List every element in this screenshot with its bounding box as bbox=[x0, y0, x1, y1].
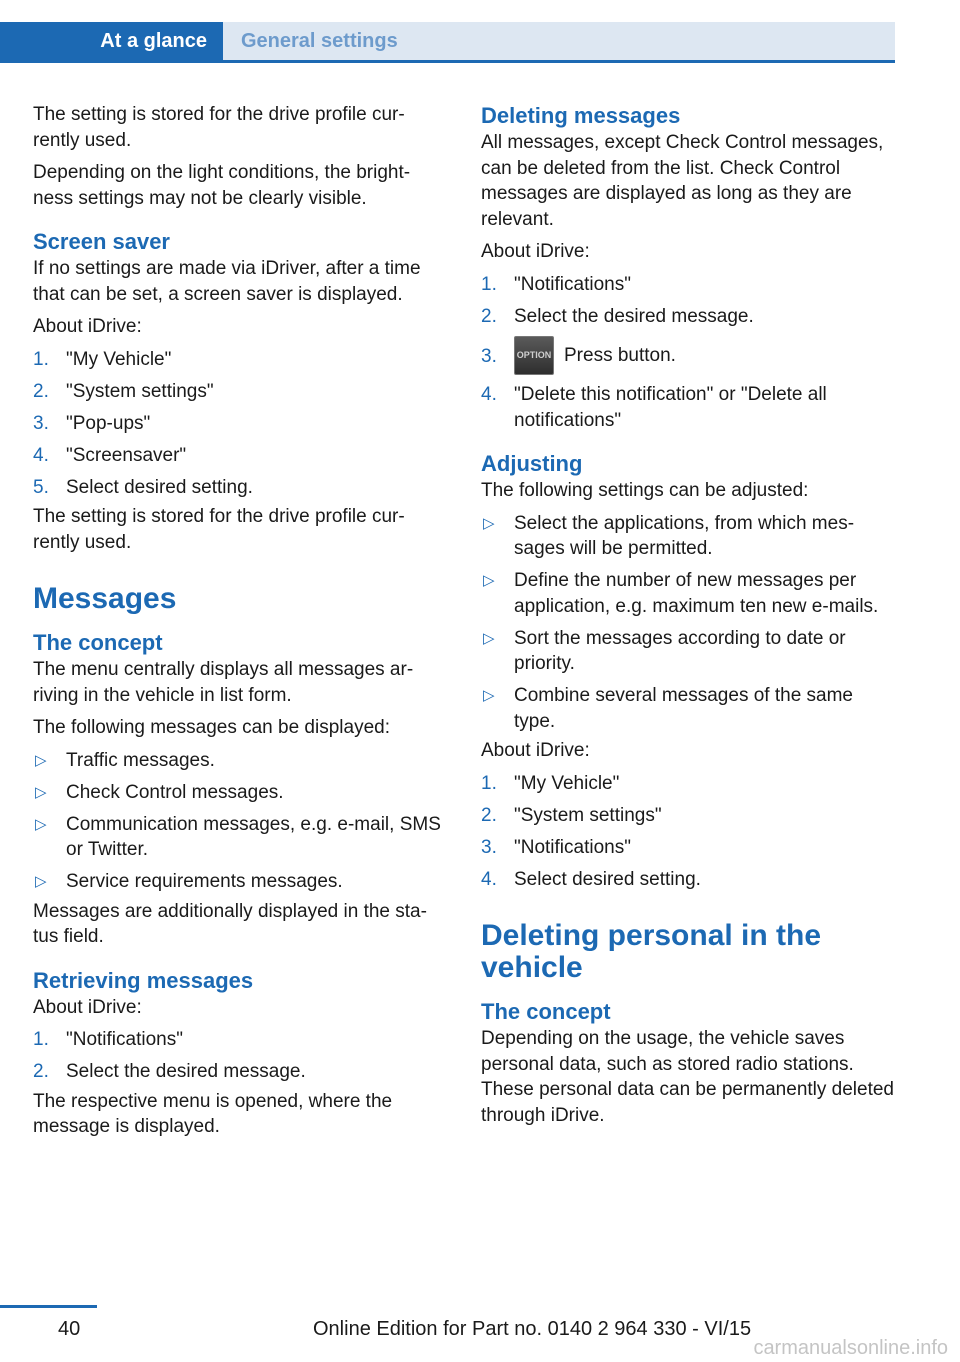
heading-the-concept: The concept bbox=[33, 630, 163, 655]
list-item: ▷ Communication messages, e.g. e-mail, SMS or Twitter. bbox=[35, 813, 441, 860]
list-item: ▷ Define the number of new messages per application, e.g. maximum ten new e-mails. bbox=[483, 570, 879, 617]
heading-deleting-personal: Deleting personal in the vehicle bbox=[481, 919, 822, 984]
page-header bbox=[0, 22, 895, 62]
about-idrive: About iDrive: bbox=[33, 316, 142, 337]
triangle-bullet-icon: ▷ bbox=[483, 629, 495, 647]
heading-screen-saver: Screen saver bbox=[33, 229, 170, 254]
about-idrive: About iDrive: bbox=[481, 740, 590, 761]
list-item: 2. Select the desired message. bbox=[481, 305, 754, 327]
adjusting-list bbox=[481, 511, 896, 735]
triangle-bullet-icon: ▷ bbox=[35, 751, 47, 769]
paragraph: Depending on the usage, the vehicle saves personal data, such as stored radio stations. These personal data can be permanently deleted through iDrive. bbox=[481, 1028, 894, 1126]
triangle-bullet-icon: ▷ bbox=[35, 873, 47, 890]
edition-text: Online Edition for Part no. 0140 2 964 330 - VI/15 bbox=[313, 1318, 752, 1340]
triangle-bullet-icon: ▷ bbox=[35, 815, 47, 833]
page-number: 40 bbox=[58, 1318, 81, 1340]
tab-general-settings[interactable]: General settings bbox=[223, 22, 895, 60]
triangle-bullet-icon: ▷ bbox=[483, 687, 495, 704]
paragraph: The following settings can be adjusted: bbox=[481, 480, 809, 501]
tab-at-a-glance[interactable]: At a glance bbox=[0, 22, 223, 60]
list-item: 3. "Pop-ups" bbox=[33, 412, 151, 434]
message-types-list bbox=[33, 748, 443, 895]
list-item: 4. "Delete this notification" or "Delete all notifications" bbox=[481, 384, 827, 431]
left-column bbox=[33, 102, 443, 1147]
list-item: ▷ Traffic messages. bbox=[33, 748, 443, 774]
list-item: 2. "System settings" bbox=[481, 804, 662, 826]
adjusting-steps bbox=[481, 771, 896, 893]
list-item: 5. Select desired setting. bbox=[33, 476, 253, 498]
watermark: carmanualsonline.info bbox=[753, 1337, 948, 1359]
list-item: 1. "My Vehicle" bbox=[33, 348, 172, 370]
triangle-bullet-icon: ▷ bbox=[483, 514, 495, 532]
right-column bbox=[481, 102, 896, 1135]
list-item: 1. "My Vehicle" bbox=[481, 772, 620, 794]
about-idrive: About iDrive: bbox=[481, 241, 590, 262]
list-item: 3. OPTION Press button. bbox=[481, 336, 896, 376]
header-divider bbox=[0, 60, 895, 63]
list-item: 4. "Screensaver" bbox=[33, 444, 187, 466]
heading-messages: Messages bbox=[33, 582, 177, 615]
retrieving-steps bbox=[33, 1027, 443, 1085]
list-item: ▷ Combine several messages of the same type. bbox=[483, 685, 853, 732]
heading-the-concept: The concept bbox=[481, 999, 611, 1024]
triangle-bullet-icon: ▷ bbox=[35, 783, 47, 801]
list-item: 1. "Notifications" bbox=[33, 1029, 183, 1050]
paragraph: The setting is stored for the drive profile currently used. bbox=[33, 506, 405, 553]
paragraph: The following messages can be displayed: bbox=[33, 717, 390, 738]
list-item: 3. "Notifications" bbox=[481, 836, 631, 858]
heading-adjusting: Adjusting bbox=[481, 451, 583, 476]
screen-saver-steps bbox=[33, 347, 443, 501]
heading-retrieving-messages: Retrieving messages bbox=[33, 967, 254, 993]
list-item: ▷ Service requirements messages. bbox=[33, 869, 443, 895]
heading-deleting-messages: Deleting messages bbox=[481, 103, 681, 128]
paragraph: The respective menu is opened, where the message is displayed. bbox=[33, 1090, 393, 1137]
list-item: 2. Select the desired message. bbox=[33, 1061, 306, 1082]
list-item: ▷ Select the applications, from which messages will be permitted. bbox=[483, 512, 855, 559]
list-item: ▷ Check Control messages. bbox=[33, 780, 443, 806]
paragraph: Depending on the light conditions, the brightness settings may not be clearly visible. bbox=[33, 162, 411, 209]
about-idrive: About iDrive: bbox=[33, 996, 142, 1018]
footer-divider bbox=[0, 1305, 97, 1308]
deleting-steps bbox=[481, 272, 896, 434]
paragraph: Messages are additionally displayed in the status field. bbox=[33, 900, 427, 947]
list-item: 2. "System settings" bbox=[33, 380, 214, 402]
option-button-icon: OPTION bbox=[514, 336, 554, 375]
paragraph: The menu centrally displays all messages arriving in the vehicle in list form. bbox=[33, 659, 414, 706]
paragraph: If no settings are made via iDriver, after a time that can be set, a screen saver is displayed. bbox=[33, 258, 421, 305]
list-item: ▷ Sort the messages according to date or priority. bbox=[483, 627, 846, 674]
list-item: 1. "Notifications" bbox=[481, 273, 631, 295]
list-item: 4. Select desired setting. bbox=[481, 868, 701, 890]
paragraph: All messages, except Check Control messages, can be deleted from the list. Check Control messages are displayed as long as they are relevant. bbox=[481, 132, 884, 230]
paragraph: The setting is stored for the drive profile currently used. bbox=[33, 104, 405, 151]
triangle-bullet-icon: ▷ bbox=[483, 572, 495, 589]
